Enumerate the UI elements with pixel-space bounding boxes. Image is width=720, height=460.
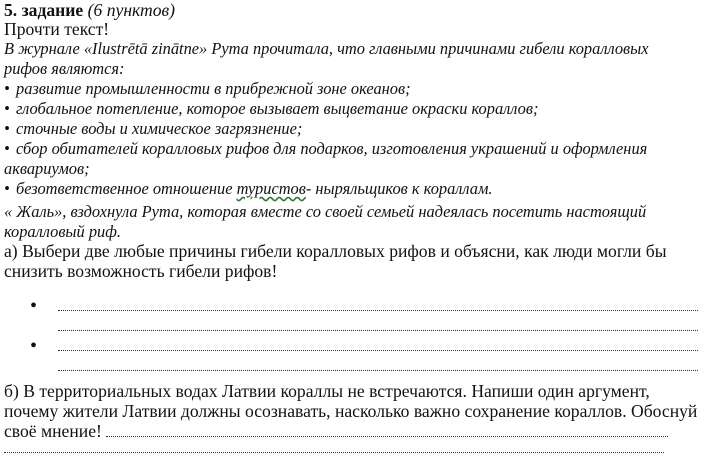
text-bullet-item [4,99,538,119]
question-a-line1: а) Выбери две любые причины гибели коралловых рифов и объясни, как люди могли бы [4,241,667,261]
answer-line[interactable] [58,350,698,351]
bullet-icon: • [4,179,10,198]
answer-line[interactable] [58,310,698,311]
task-points: (6 пунктов) [87,0,176,20]
question-b-line1: б) В территориальных водах Латвии кораллы не встречаются. Напиши один аргумент, [4,381,650,401]
text-bullet-item [4,119,302,139]
bullet-icon: • [4,139,10,158]
text-intro-line1: В журнале «Ilustrētā zinātne» Рута прочитала, что главными причинами гибели коралловых [4,39,649,58]
task-instruction: Прочти текст! [4,19,110,39]
answer-a2[interactable] [4,336,716,356]
bullet-icon: • [30,295,38,317]
answer-a1[interactable] [4,296,716,316]
answer-line[interactable] [106,436,668,437]
text-bullet-item [4,139,647,159]
answer-a1-continuation[interactable] [4,316,716,336]
question-b-line3 [4,421,668,441]
bullet-text: сбор обитателей коралловых рифов для подарков, изготовления украшений и оформления [16,139,648,158]
text-quote-line2: коралловый риф. [4,222,121,241]
answer-line[interactable] [58,370,698,371]
text-bullet-continuation: аквариумов; [4,159,90,178]
text-quote-line1: « Жаль», вздохнула Рута, которая вместе со своей семьей надеялась посетить настоящий [4,202,647,221]
answer-b-continuation[interactable] [4,440,716,460]
task-header [4,0,175,20]
answer-line[interactable] [4,452,664,453]
bullet-icon: • [4,99,10,118]
question-a-line2: снизить возможность гибели рифов! [4,261,278,281]
bullet-text: сточные воды и химическое загрязнение; [16,119,303,138]
text-intro-line2: рифов являются: [4,59,125,78]
bullet-icon: • [30,335,38,357]
text-bullet-item [4,179,493,199]
answer-line[interactable] [58,330,698,331]
question-b-text: своё мнение! [4,421,102,441]
task-number: 5. задание [4,0,84,20]
question-b-line2: почему жители Латвии должны осознавать, насколько важно сохранение кораллов. Обоснуй [4,401,698,421]
bullet-icon: • [4,119,10,138]
text-bullet-item [4,79,411,99]
bullet-text: глобальное потепление, которое вызывает выцветание окраски кораллов; [16,99,539,118]
answer-a2-continuation[interactable] [4,356,716,376]
bullet-text: развитие промышленности в прибрежной зоне океанов; [16,79,411,98]
bullet-icon: • [4,79,10,98]
bullet-text: безответственное отношение туристов- ныряльщиков к кораллам. [16,179,493,198]
